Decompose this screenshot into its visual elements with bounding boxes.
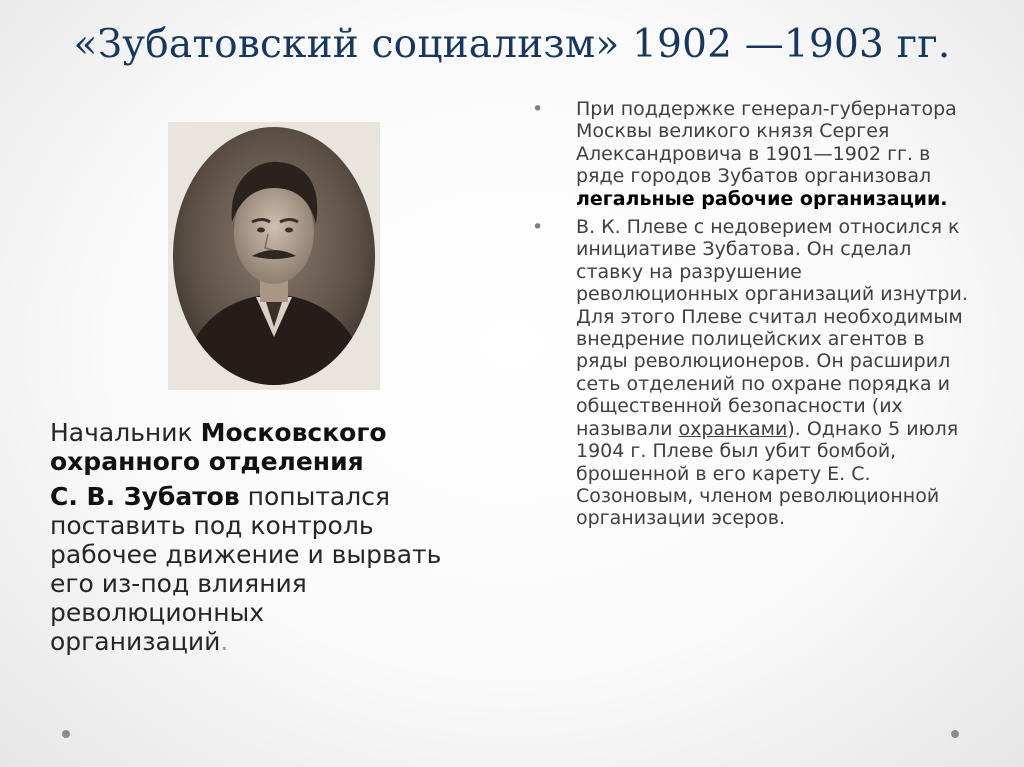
bullet-bold-text: легальные рабочие организации. [576, 187, 948, 210]
portrait-photo [168, 122, 380, 390]
corner-dot-right [951, 730, 959, 738]
bullet-item: • При поддержке генерал-губернатора Москвы великого князя Сергея Александровича в 1901—1902 гг. в ряде городов Зубатов организовал легальные рабочие организации. [532, 98, 957, 210]
bullet-marker: • [532, 98, 544, 120]
bullet-underlined-term: охранками [678, 417, 788, 440]
slide-title: «Зубатовский социализм» 1902 —1903 гг. [73, 22, 951, 67]
portrait-caption [50, 418, 450, 656]
portrait-image [168, 122, 380, 390]
caption-line-2: С. В. Зубатов попытался поставить под контроль рабочее движение и вырвать его из-под влияния революционных организаций. [50, 482, 442, 656]
bullet-item: • В. К. Плеве с недоверием относился к инициативе Зубатова. Он сделал ставку на разрушение революционных организаций изнутри. Для этого Плеве считал необходимым внедрение полицейских агентов в ряды революционеров. Он расширил сеть отделений по охране порядка и общественной безопасности (их называли охранками). Однако 5 июля 1904 г. Плеве был убит бомбой, брошенной в его карету Е. С. Созоновым, членом революционной организации эсеров. [532, 216, 968, 530]
caption-bold-name: С. В. Зубатов [50, 482, 240, 511]
caption-line-1: Начальник Московского охранного отделения [50, 418, 387, 476]
corner-dot-left [62, 730, 70, 738]
caption-bold-department: Московского охранного отделения [50, 418, 387, 476]
bullet-marker: • [532, 216, 544, 239]
bullet-list [530, 98, 970, 536]
